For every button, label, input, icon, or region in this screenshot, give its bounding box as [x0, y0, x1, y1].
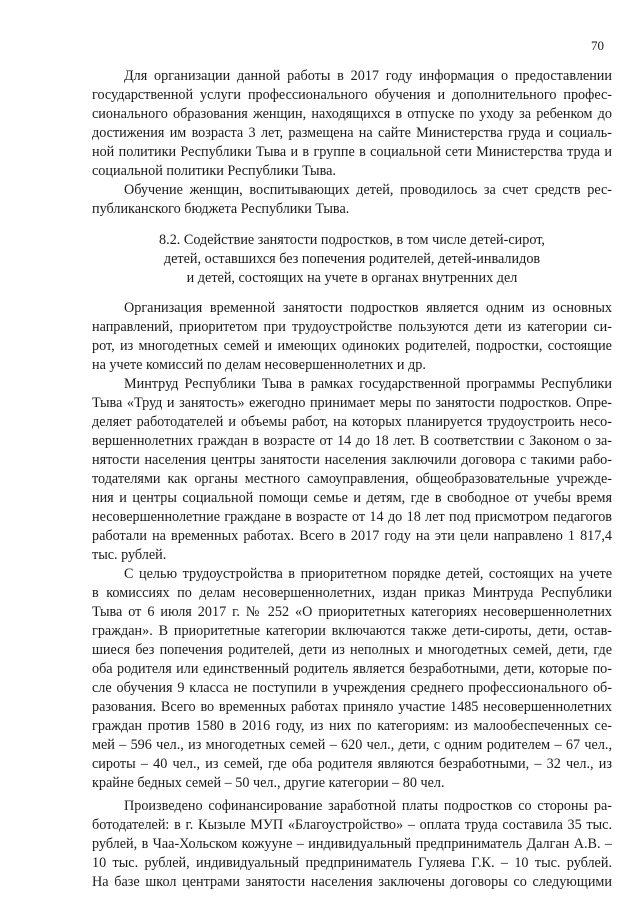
para6-line-2: ботодателей: в г. Кызыле МУП «Благоустройство» – оплата труда составила 35 тыс.	[92, 817, 612, 833]
para5-line-4: граждан». В приоритетные категории включаются также дети-сироты, дети, остав-	[92, 623, 612, 639]
para4-line-8: несовершеннолетние граждане в возрасте от 14 до 18 лет под присмотром педагогов	[92, 509, 612, 525]
para5-line-3: Тыва от 6 июля 2017 г. № 252 «О приоритетных категориях несовершеннолетних	[92, 604, 612, 620]
section-heading-line-2: детей, оставшихся без попечения родителей, детей-инвалидов	[163, 251, 541, 267]
para3-line-2: направлений, приоритетом при трудоустройстве пользуются дети из категории си-	[92, 319, 612, 335]
para1-line-3: сионального образования женщин, находящихся в отпуске по уходу за ребенком до	[92, 106, 612, 122]
para1-line-4: достижения им возраста 3 лет, размещена на сайте Министерства груда и социаль-	[92, 125, 612, 141]
para5-line-9: граждан против 1580 в 2016 году, из них по категориям: из малообеспеченных се-	[92, 718, 612, 734]
para5-line-1: С целью трудоустройства в приоритетном порядке детей, состоящих на учете	[124, 566, 612, 582]
para6-line-4: 10 тыс. рублей, индивидуальный предприниматель Гуляева Г.К. – 10 тыс. рублей.	[92, 855, 612, 871]
para5-line-10: мей – 596 чел., из многодетных семей – 620 чел., дети, с одним родителем – 67 чел.,	[92, 737, 612, 753]
para4-line-5: нятости населения центры занятости населения заключили договора с такими рабо-	[92, 452, 612, 468]
para2-line-2: публиканского бюджета Республики Тыва.	[92, 201, 350, 217]
para5-line-2: в комиссиях по делам несовершеннолетних, издан приказ Минтруда Республики	[92, 585, 612, 601]
page-number: 70	[591, 38, 604, 53]
para1-line-6: социальной политики Республики Тыва.	[92, 163, 336, 179]
para6-line-3: рублей, в Чаа-Хольском кожууне – индивидуальный предприниматель Далган А.В. –	[92, 836, 612, 852]
para5-line-11: сироты – 40 чел., из семей, где оба родителя являются безработными, – 32 чел., из	[92, 756, 612, 772]
para5-line-8: разования. Всего во временных работах приняло участие 1485 несовершеннолетних	[92, 699, 612, 715]
para1-line-2: государственной услуги профессионального обучения и дополнительного профес-	[92, 87, 612, 103]
para3-line-1: Организация временной занятости подростков является одним из основных	[124, 300, 612, 316]
para5-line-5: шиеся без попечения родителей, дети из неполных и многодетных семей, дети, где	[92, 642, 612, 658]
para3-line-3: рот, из многодетных семей и имеющих одиноких родителей, подростки, состоящие	[92, 338, 612, 354]
para4-line-7: ния и центры социальной помощи семье и детям, где в свободное от учебы время	[92, 490, 612, 506]
para4-line-3: деляет работодателей и объемы работ, на которых планируется трудоустроить несо-	[92, 414, 612, 430]
para4-line-6: тодателями как органы местного самоуправления, общеобразовательные учрежде-	[92, 471, 612, 487]
para5-line-7: сле обучения 9 класса не поступили в учреждения среднего профессионального об-	[92, 680, 612, 696]
para1-line-5: ной политики Республики Тыва и в группе в социальной сети Министерства труда и	[92, 144, 612, 160]
para5-line-6: оба родителя или единственный родитель является безработными, дети, которые по-	[92, 661, 612, 677]
para2-line-1: Обучение женщин, воспитывающих детей, проводилось за счет средств рес-	[124, 182, 612, 198]
para1-line-1: Для организации данной работы в 2017 году информация о предоставлении	[124, 68, 612, 84]
para4-line-10: тыс. рублей.	[92, 547, 167, 563]
para3-line-4: на учете комиссий по делам несовершеннолетних и др.	[92, 357, 426, 373]
para4-line-2: Тыва «Труд и занятость» ежегодно принимает меры по занятости подростков. Опре-	[92, 395, 612, 411]
section-heading-line-3: и детей, состоящих на учете в органах внутренних дел	[186, 270, 518, 286]
para6-line-5: На базе школ центрами занятости населения заключены договоры со следующими	[92, 874, 612, 890]
para5-line-12: крайне бедных семей – 50 чел., другие категории – 80 чел.	[92, 775, 445, 791]
para4-line-1: Минтруд Республики Тыва в рамках государственной программы Республики	[124, 376, 612, 392]
section-heading-line-1: 8.2. Содействие занятости подростков, в том числе детей-сирот,	[159, 232, 545, 248]
para4-line-4: вершеннолетних граждан в возрасте от 14 до 18 лет. В соответствии с Законом о за-	[92, 433, 612, 449]
para6-line-1: Произведено софинансирование заработной платы подростков со стороны ра-	[124, 798, 612, 814]
para4-line-9: работали на временных работах. Всего в 2017 году на эти цели направлено 1 817,4	[92, 528, 612, 544]
